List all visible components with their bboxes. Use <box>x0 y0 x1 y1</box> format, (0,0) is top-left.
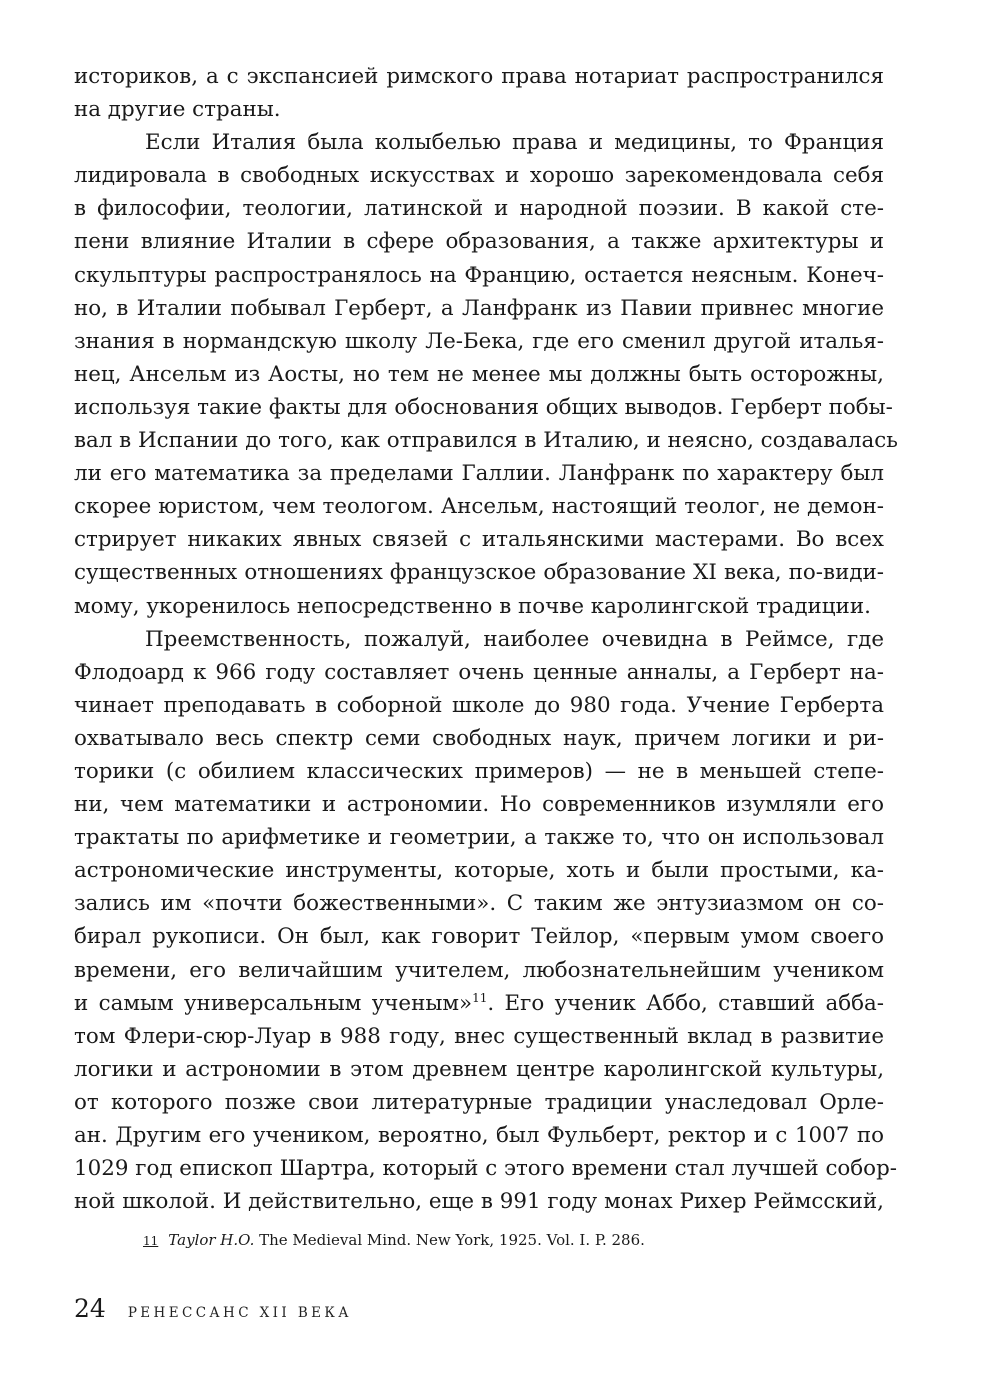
text-line <box>74 623 884 656</box>
running-footer <box>74 1294 352 1323</box>
text-line-content: стрирует никаких явных связей с итальянскими мастерами. Во всех <box>74 527 884 553</box>
text-line <box>74 259 884 292</box>
text-line <box>74 1119 884 1152</box>
text-line <box>74 292 884 325</box>
text-line-content: торики (с обилием классических примеров) — не в меньшей степе- <box>74 758 884 784</box>
text-line <box>74 755 884 788</box>
text-line <box>74 60 884 93</box>
text-line-content: но, в Италии побывал Герберт, а Ланфранк из Павии привнес многие <box>74 295 884 321</box>
text-line <box>74 424 898 457</box>
text-line-continuation: . Его ученик Аббо, ставший абба- <box>487 990 885 1016</box>
text-line <box>74 1152 897 1185</box>
text-line-content: логики и астрономии в этом древнем центре каролингской культуры, <box>74 1056 884 1082</box>
text-line <box>74 192 884 225</box>
text-line-content: ли его математика за пределами Галлии. Ланфранк по характеру был <box>74 461 884 487</box>
text-line-content: существенных отношениях французское образование XI века, по-види- <box>74 560 884 586</box>
text-line-content: знания в нормандскую школу Ле-Бека, где его сменил другой италья- <box>74 328 884 354</box>
text-line-content: 1029 год епископ Шартра, который с этого времени стал лучшей собор- <box>74 1156 897 1182</box>
text-line <box>74 457 884 490</box>
text-line <box>74 358 884 391</box>
text-line <box>74 1053 884 1086</box>
body-text <box>74 60 898 1218</box>
text-line-content: Флодоард к 966 году составляет очень ценные анналы, а Герберт на- <box>74 659 884 685</box>
text-line-content: астрономические инструменты, которые, хоть и были простыми, ка- <box>74 858 884 884</box>
text-line-content: чинает преподавать в соборной школе до 980 года. Учение Герберта <box>74 692 884 718</box>
text-line-content: ни, чем математики и астрономии. Но современников изумляли его <box>74 792 884 818</box>
text-line-content: охватывало весь спектр семи свободных наук, причем логики и ри- <box>74 725 884 751</box>
text-line-content: Если Италия была колыбелью права и медицины, то Франция <box>145 130 884 156</box>
page-number: 24 <box>74 1294 106 1323</box>
text-line <box>74 325 884 358</box>
text-line <box>74 1020 884 1053</box>
text-line-content: вал в Испании до того, как отправился в Италию, и неясно, создавалась <box>74 428 898 454</box>
text-line-content: лидировала в свободных искусствах и хорошо зарекомендовала себя <box>74 163 884 189</box>
text-line-content: Преемственность, пожалуй, наиболее очевидна в Реймсе, где <box>145 626 884 652</box>
text-line <box>74 920 884 953</box>
text-line <box>74 1086 884 1119</box>
text-line-content: бирал рукописи. Он был, как говорит Тейлор, «первым умом своего <box>74 924 884 950</box>
text-line <box>74 854 884 887</box>
footnote-reference: 11 <box>472 990 488 1005</box>
footnote-text: The Medieval Mind. New York, 1925. Vol. I. P. 286. <box>254 1231 645 1249</box>
text-line <box>74 93 884 126</box>
running-title: РЕНЕССАНС XII ВЕКА <box>127 1305 352 1321</box>
text-line <box>74 225 884 258</box>
text-line <box>74 556 884 589</box>
text-line <box>74 722 884 755</box>
text-line <box>74 689 884 722</box>
text-line-content: скульптуры распространялось на Францию, остается неясным. Конеч- <box>74 262 884 288</box>
text-line-content: пени влияние Италии в сфере образования, а также архитектуры и <box>74 229 884 255</box>
text-line <box>74 490 884 523</box>
text-line <box>74 126 884 159</box>
text-line <box>74 821 884 854</box>
text-line-content: том Флери-сюр-Луар в 988 году, внес существенный вклад в развитие <box>74 1023 884 1049</box>
text-line <box>74 987 884 1020</box>
text-line-content: зались им «почти божественными». С таким же энтузиазмом он со- <box>74 891 884 917</box>
text-line <box>74 391 893 424</box>
text-line-content: историков, а с экспансией римского права нотариат распространился <box>74 64 884 89</box>
text-line-content: нец, Ансельм из Аосты, но тем не менее мы должны быть осторожны, <box>74 361 884 387</box>
text-line-content: трактаты по арифметике и геометрии, а также то, что он использовал <box>74 825 884 851</box>
text-line-content: и самым универсальным ученым» <box>74 990 473 1016</box>
text-line-content: от которого позже свои литературные традиции унаследовал Орле- <box>74 1089 884 1115</box>
text-line <box>74 590 884 623</box>
text-line <box>74 788 884 821</box>
text-line-content: используя такие факты для обоснования общих выводов. Герберт побы- <box>74 394 893 420</box>
footnote <box>143 1230 645 1251</box>
text-line-content: на другие страны. <box>74 97 281 123</box>
footnote-author: Taylor H.O. <box>168 1231 255 1249</box>
text-line-content: времени, его величайшим учителем, любознательнейшим учеником <box>74 957 884 983</box>
footnote-number: 11 <box>143 1234 159 1248</box>
text-line-content: скорее юристом, чем теологом. Ансельм, настоящий теолог, не демон- <box>74 494 884 520</box>
text-line <box>74 1185 884 1218</box>
text-line-content: мому, укоренилось непосредственно в почве каролингской традиции. <box>74 593 871 619</box>
text-line <box>74 954 884 987</box>
text-line <box>74 523 884 556</box>
text-line-content: ной школой. И действительно, еще в 991 году монах Рихер Реймсский, <box>74 1189 884 1215</box>
text-line-content: ан. Другим его учеником, вероятно, был Фульберт, ректор и с 1007 по <box>74 1123 884 1148</box>
text-line <box>74 887 884 920</box>
text-line-content: в философии, теологии, латинской и народной поэзии. В какой сте- <box>74 196 884 222</box>
text-line <box>74 159 884 192</box>
text-line <box>74 656 884 689</box>
